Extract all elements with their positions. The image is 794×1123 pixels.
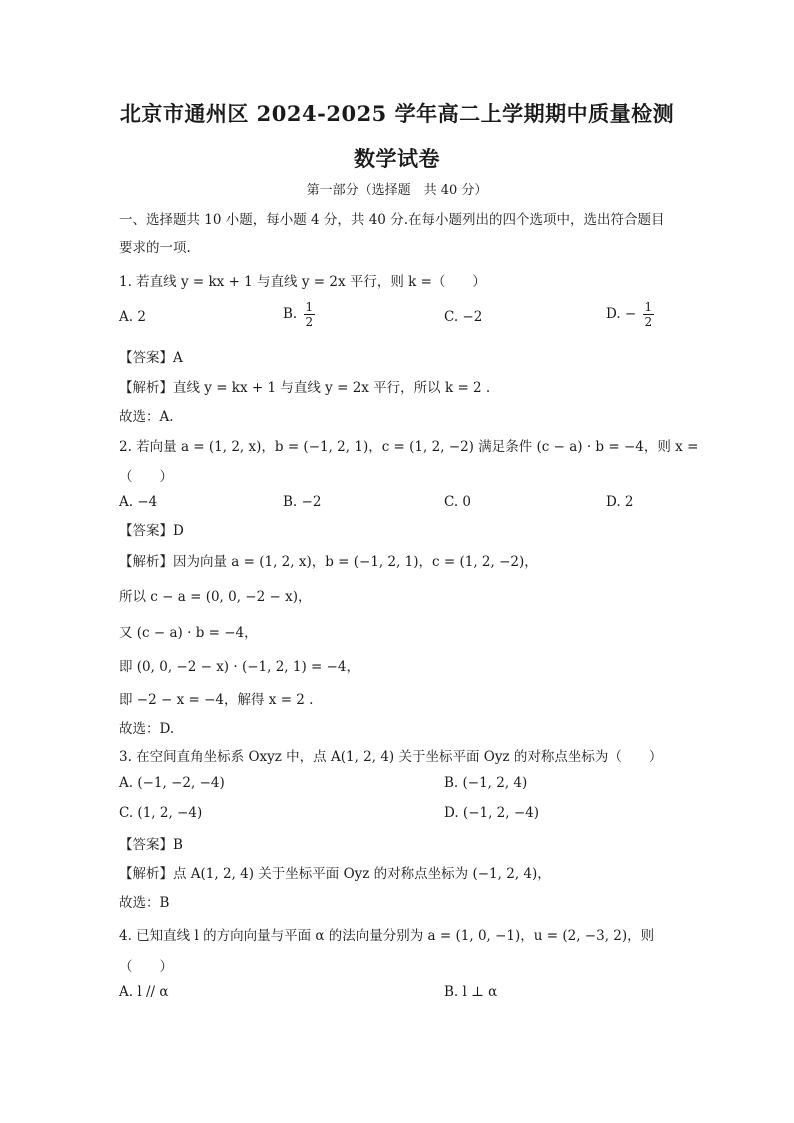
section-intro-line2: 要求的一项. [119,240,191,256]
q2-stem: 2. 若向量 a = (1, 2, x)，b = (−1, 2, 1)，c = (1, 2, −2) 满足条件 (c − a) · b = −4，则 x = [119,439,699,455]
q1-option-b-denominator: 2 [305,315,314,329]
q2-option-a: A. −4 [119,494,158,510]
q1-option-d-fraction [643,300,655,329]
q1-answer: 【答案】A [119,350,183,366]
q2-option-b: B. −2 [283,494,322,510]
q3-analysis: 【解析】点 A(1, 2, 4) 关于坐标平面 Oyz 的对称点坐标为 (−1, 2, 4)， [119,866,551,882]
q2-analysis-line3: 又 (c − a) · b = −4， [119,625,258,641]
q1-option-b-label: B. [283,306,298,322]
q2-option-c: C. 0 [444,494,472,510]
q1-stem: 1. 若直线 y = kx + 1 与直线 y = 2x 平行，则 k =（ ） [119,274,486,290]
q2-conclusion: 故选：D. [119,721,175,737]
exam-title: 北京市通州区 2024-2025 学年高二上学期期中质量检测 [119,101,675,126]
q1-option-b [283,300,317,329]
q2-stem-paren: （ ） [119,469,173,485]
q3-stem: 3. 在空间直角坐标系 Oxyz 中，点 A(1, 2, 4) 关于坐标平面 Oyz 的对称点坐标为（ ） [119,749,663,765]
q1-option-b-numerator: 1 [305,300,314,314]
q4-option-a: A. l // α [119,984,169,1000]
q3-option-b: B. (−1, 2, 4) [444,775,528,791]
q4-stem-paren: （ ） [119,959,173,975]
q1-option-c: C. −2 [444,309,483,325]
q4-stem: 4. 已知直线 l 的方向向量与平面 α 的法向量分别为 a = (1, 0, −1)，u = (2, −3, 2)，则 [119,928,655,944]
q2-analysis-line1: 【解析】因为向量 a = (1, 2, x)，b = (−1, 2, 1)，c = (1, 2, −2)， [119,554,538,570]
q1-option-d-denominator: 2 [644,315,653,329]
q1-option-d-label: D. − [606,306,637,322]
q1-analysis: 【解析】直线 y = kx + 1 与直线 y = 2x 平行，所以 k = 2 . [119,380,491,396]
q1-option-d [606,300,656,329]
q1-option-b-fraction [304,300,316,329]
q4-option-b: B. l ⊥ α [444,984,498,1000]
q3-option-d: D. (−1, 2, −4) [444,805,540,821]
part-heading: 第一部分（选择题 共 40 分） [306,183,488,198]
q2-option-d: D. 2 [606,494,634,510]
q3-option-a: A. (−1, −2, −4) [119,775,225,791]
q3-answer: 【答案】B [119,837,183,853]
q1-option-a: A. 2 [119,309,146,325]
q2-analysis-line2: 所以 c − a = (0, 0, −2 − x)， [119,589,312,605]
q2-analysis-line4: 即 (0, 0, −2 − x) · (−1, 2, 1) = −4， [119,659,361,675]
q2-answer: 【答案】D [119,523,184,539]
q1-option-d-numerator: 1 [644,300,653,314]
q2-analysis-line5: 即 −2 − x = −4，解得 x = 2 . [119,692,314,708]
q1-conclusion: 故选：A. [119,409,174,425]
q3-conclusion: 故选：B [119,895,170,911]
q3-option-c: C. (1, 2, −4) [119,805,203,821]
exam-subtitle: 数学试卷 [354,146,440,171]
section-intro-line1: 一、选择题共 10 小题，每小题 4 分，共 40 分.在每小题列出的四个选项中，选出符合题目 [119,212,665,228]
